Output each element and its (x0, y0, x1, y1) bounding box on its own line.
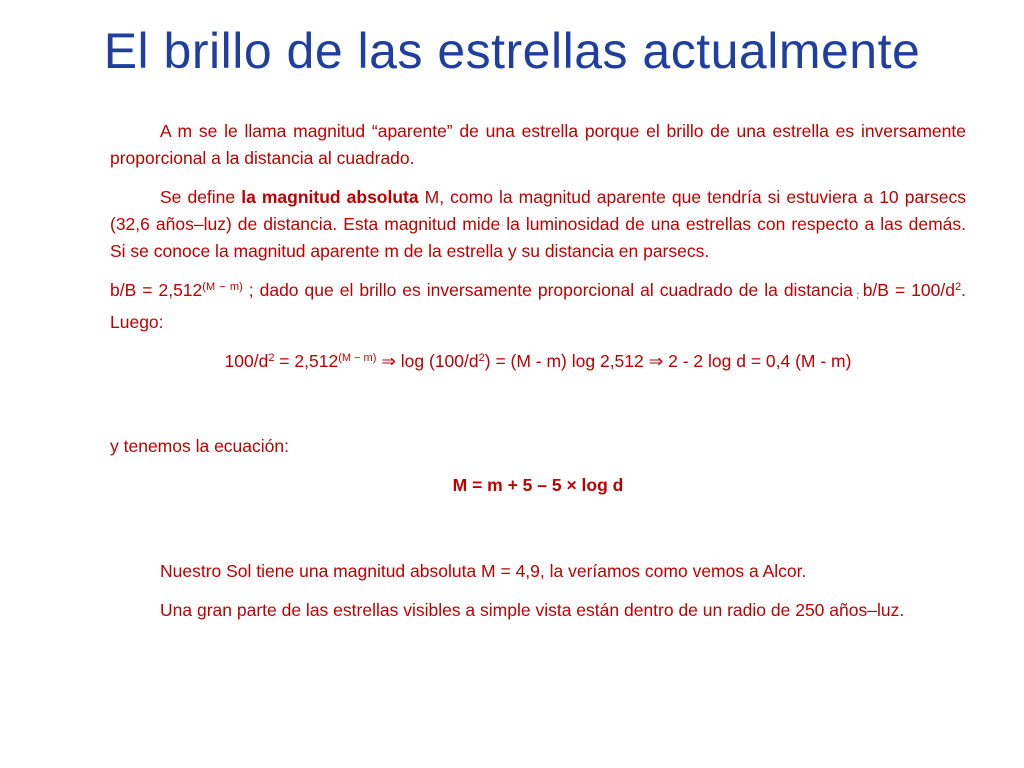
equation-absolute-magnitude: M = m + 5 – 5 × log d (452, 475, 624, 495)
paragraph-brightness-ratio (110, 277, 966, 336)
slide-body (110, 118, 966, 636)
ratio-distance: b/B = 100/d (862, 280, 955, 300)
spacer (110, 511, 966, 558)
ratio-explanation: ; dado que el brillo es inversamente proporcional al cuadrado de la distancia (242, 280, 853, 300)
ratio-then: . Luego: (110, 280, 966, 332)
eq-part-d: ) = (M - m) log 2,512 ⇒ 2 - 2 log d = 0,4 (M - m) (484, 351, 852, 371)
eq-part-c: ⇒ log (100/d (376, 351, 479, 371)
p2-text-after: M, como la magnitud aparente que tendría si estuviera a 10 parsecs (32,6 años–luz) de distancia. Esta magnitud mide la luminosidad de una estrellas con respecto a las demás. Si se conoce la magnitud aparente m de la estrella y su distancia en parsecs. (110, 187, 966, 261)
paragraph-apparent-magnitude: A m se le llama magnitud “aparente” de una estrella porque el brillo de una estrella es inversamente proporcional a la distancia al cuadrado. (110, 121, 966, 168)
eq-part-a: 100/d (224, 351, 269, 371)
equation-derivation (110, 348, 966, 375)
eq-square-1: 2 (268, 352, 275, 364)
ratio-text: b/B = 2,512 (110, 280, 203, 300)
slide-title: El brillo de las estrellas actualmente (103, 23, 921, 79)
p2-text-before: Se define (160, 187, 242, 207)
paragraph-visible-stars: Una gran parte de las estrellas visibles a simple vista están dentro de un radio de 250 años–luz. (160, 600, 905, 620)
eq-square-2: 2 (478, 352, 485, 364)
ratio-exponent: (M − m) (202, 281, 243, 293)
absolute-magnitude-term: la magnitud absoluta (241, 187, 419, 207)
small-separator: ; (852, 290, 863, 300)
spacer (110, 387, 966, 433)
paragraph-equation-intro: y tenemos la ecuación: (110, 436, 289, 456)
eq-exponent: (M − m) (338, 352, 377, 364)
eq-part-b: = 2,512 (274, 351, 339, 371)
distance-square: 2 (954, 281, 962, 293)
paragraph-sun: Nuestro Sol tiene una magnitud absoluta M = 4,9, la veríamos como vemos a Alcor. (160, 561, 807, 581)
paragraph-absolute-magnitude (110, 184, 966, 265)
